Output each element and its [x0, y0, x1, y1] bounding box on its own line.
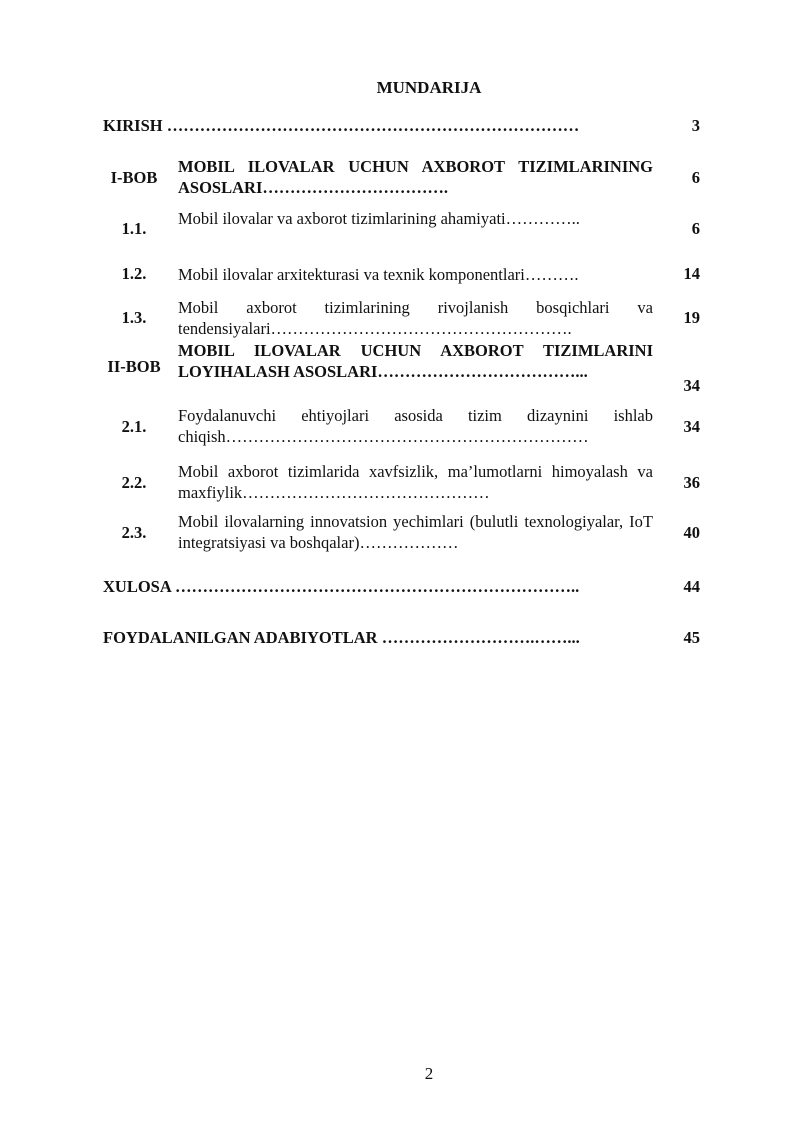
toc-entry-text: Mobil ilovalarning innovatsion yechimlari (bulutli texnologiyalar, IoT integratsiyasi va boshqalar)……………… [178, 512, 653, 552]
toc-entry-introduction[interactable] [103, 116, 700, 138]
toc-entry-section-2-3[interactable] [103, 511, 700, 555]
toc-section-label: 1.3. [121, 308, 147, 327]
toc-section-label: 2.3. [121, 523, 147, 542]
toc-entry-text: KIRISH ………………………………………………………………… [103, 116, 580, 135]
toc-page-number: 6 [691, 219, 700, 238]
toc-entry-text: Mobil ilovalar arxitekturasi va texnik komponentlari………. [178, 265, 579, 284]
toc-entry-text: Mobil ilovalar va axborot tizimlarining ahamiyati………….. [178, 209, 580, 228]
toc-page-number: 6 [691, 168, 700, 187]
toc-section-label: 1.1. [121, 219, 147, 238]
page-number: 2 [424, 1064, 434, 1083]
toc-page-number: 44 [683, 577, 700, 596]
toc-entry-text: Mobil axborot tizimlarining rivojlanish bosqichlari va tendensiyalari………………………………………………. [178, 298, 653, 338]
toc-entry-text: Mobil axborot tizimlarida xavfsizlik, ma’lumotlarni himoyalash va maxfiylik……………………………………… [178, 462, 653, 502]
toc-page-number: 34 [683, 417, 700, 436]
toc-page-number: 45 [683, 628, 700, 647]
toc-section-label: 1.2. [121, 264, 147, 283]
toc-page-number: 36 [683, 473, 700, 492]
toc-entry-text: XULOSA ……………………………………………………………….. [103, 577, 580, 596]
toc-entry-chapter-2[interactable] [103, 340, 700, 396]
toc-chapter-label: II-BOB [107, 357, 161, 376]
toc-title: MUNDARIJA [376, 78, 482, 97]
toc-entry-text: MOBIL ILOVALAR UCHUN AXBOROT TIZIMLARINING ASOSLARI……………………………. [178, 157, 653, 197]
toc-page-number: 3 [691, 116, 700, 135]
toc-page-number: 34 [683, 376, 700, 395]
toc-entry-text: FOYDALANILGAN ADABIYOTLAR ……………………….……... [103, 628, 580, 647]
toc-chapter-label: I-BOB [110, 168, 158, 187]
toc-entry-section-1-2[interactable] [103, 264, 700, 286]
toc-entry-section-1-3[interactable] [103, 297, 700, 341]
toc-section-label: 2.1. [121, 417, 147, 436]
toc-entry-chapter-1[interactable] [103, 156, 700, 200]
toc-section-label: 2.2. [121, 473, 147, 492]
toc-entry-section-1-1[interactable] [103, 208, 700, 252]
toc-page-number: 19 [683, 308, 700, 327]
toc-entry-section-2-1[interactable] [103, 405, 700, 449]
toc-page-number: 14 [683, 264, 700, 283]
toc-entry-section-2-2[interactable] [103, 461, 700, 505]
toc-entry-conclusion[interactable] [103, 577, 700, 599]
toc-page-number: 40 [683, 523, 700, 542]
toc-entry-text: MOBIL ILOVALAR UCHUN AXBOROT TIZIMLARINI LOYIHALASH ASOSLARI………………………………... [178, 341, 653, 381]
toc-entry-references[interactable] [103, 628, 700, 650]
toc-entry-text: Foydalanuvchi ehtiyojlari asosida tizim dizaynini ishlab chiqish………………………………………………………… [178, 406, 653, 446]
